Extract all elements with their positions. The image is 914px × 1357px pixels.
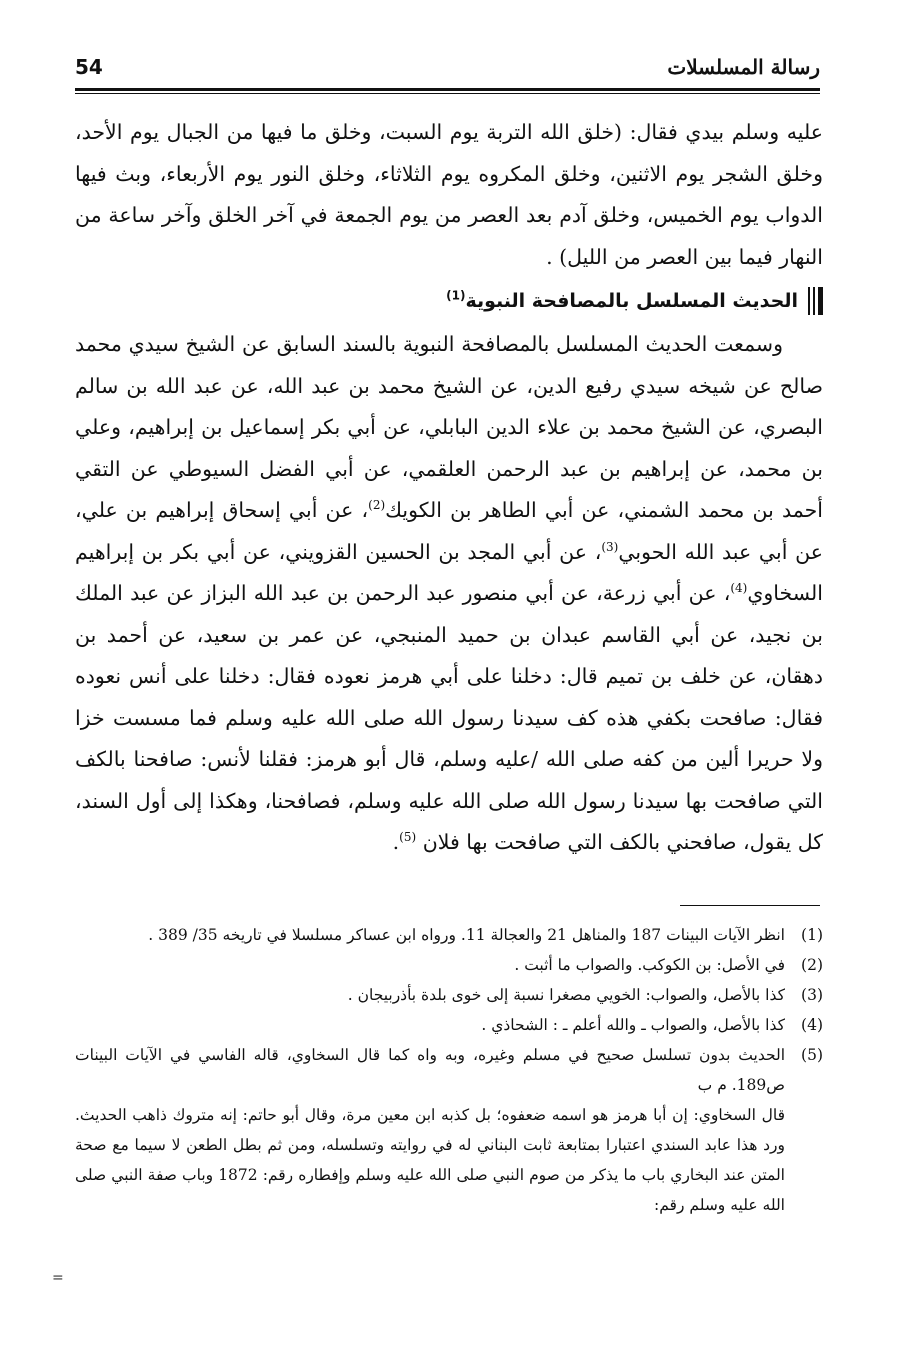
footnote-5-continuation: قال السخاوي: إن أبا هرمز هو اسمه ضعفوه؛ بل كذبه ابن معين مرة، وقال أبو حاتم: إنه متروك ذاهب الحديث. ورد هذا عابد السندي اعتبارا بمتابعة ثابت البناني له في روايته وتسلسله، ومن ثم بطل الطعن لا سيما مع صحة المتن عند البخاري باب ما يذكر من صوم النبي صلى الله عليه وسلم وإفطاره رقم: 1872 وباب صفة النبي صلى الله عليه وسلم رقم: — [75, 1106, 785, 1214]
header-rule-thick — [75, 88, 820, 91]
footnote-divider — [680, 905, 820, 906]
footnote-4: (4) كذا بالأصل، والصواب ـ والله أعلم ـ : الشحاذي . — [481, 1016, 823, 1034]
footnote-ref-1[interactable]: (1) — [446, 288, 466, 303]
section-heading — [75, 278, 823, 324]
footnote-ref-3[interactable]: (3) — [601, 539, 619, 554]
footnote-2: (2) في الأصل: بن الكوكب. والصواب ما أثبت . — [514, 956, 823, 974]
intro-paragraph: عليه وسلم بيدي فقال: (خلق الله التربة يوم السبت، وخلق ما فيها من الجبال يوم الأحد، وخلق الشجر يوم الاثنين، وخلق المكروه يوم الثلاثاء، وخلق النور يوم الأربعاء، وبث فيها الدواب يوم الخميس، وخلق آدم بعد العصر من يوم الجمعة في آخر الخلق وآخر ساعة من النهار فيما بين العصر من الليل) . — [75, 120, 823, 269]
footnote-5: (5) الحديث بدون تسلسل صحيح في مسلم وغيره، وبه واه كما قال السخاوي، قاله الفاسي في الآيات البينات ص189. م ب — [75, 1046, 823, 1094]
body-paragraph: وسمعت الحديث المسلسل بالمصافحة النبوية بالسند السابق عن الشيخ سيدي محمد صالح عن شيخه سيدي رفيع الدين، عن الشيخ محمد بن عبد الله، عن عبد الله بن سالم البصري، عن الشيخ محمد بن علاء الدين البابلي، عن أبي بكر إسماعيل بن إبراهيم، وعلي بن محمد، عن إبراهيم بن عبد الرحمن العلقمي، عن أبي الفضل السيوطي عن التقي أحمد بن محمد الشمني، عن أبي الطاهر بن الكويك$^{(2)}$، عن أبي إسحاق إبراهيم بن علي، عن أبي عبد الله الحوبي$^{(3)}$، عن أبي المجد بن الحسين القزويني، عن أبي بكر بن إبراهيم السخاوي$^{(4)}$، عن أبي زرعة، عن أبي منصور عبد الرحمن بن عبد الله البزاز عن عبد الملك بن نجيد، عن أبي القاسم عبدان بن حميد المنبجي، عن عمر بن سعيد، عن أحمد بن دهقان، عن خلف بن تميم قال: دخلنا على أبي هرمز نعوده فقال: دخلنا على أنس نعوده فقال: صافحت بكفي هذه كف سيدنا رسول الله صلى الله عليه وسلم فما مسست خزا ولا حريرا ألين من كفه صلى الله /عليه وسلم، قال أبو هرمز: فقلنا لأنس: صافحنا بالكف التي صافحت بها سيدنا رسول الله صلى الله عليه وسلم، فصافحنا، وهكذا إلى أول السند، كل يقول، صافحني بالكف التي صافحت بها فلان $^{(5)}$. — [75, 332, 823, 854]
page-header — [75, 55, 820, 91]
footnote-1: (1) انظر الآيات البينات 187 والمناهل 21 والعجالة 11. ورواه ابن عساكر مسلسلا في تاريخه 35/ 389 . — [148, 926, 823, 944]
continuation-mark: = — [52, 1270, 64, 1286]
footnote-ref-4[interactable]: (4) — [730, 581, 748, 596]
page-number: 54 — [75, 55, 103, 79]
header-rule-thin — [75, 93, 820, 94]
footnotes — [75, 920, 823, 1220]
section-heading-text: الحديث المسلسل بالمصافحة النبوية$^{(1)}$ — [446, 288, 798, 312]
heading-marker-icon — [808, 286, 823, 316]
footnote-ref-2[interactable]: (2) — [368, 498, 386, 513]
main-text — [75, 112, 823, 864]
running-title: رسالة المسلسلات — [667, 55, 820, 79]
footnote-ref-5[interactable]: (5) — [399, 830, 417, 845]
footnote-3: (3) كذا بالأصل، والصواب: الخويي مصغرا نسبة إلى خوى بلدة بأذربيجان . — [347, 986, 823, 1004]
